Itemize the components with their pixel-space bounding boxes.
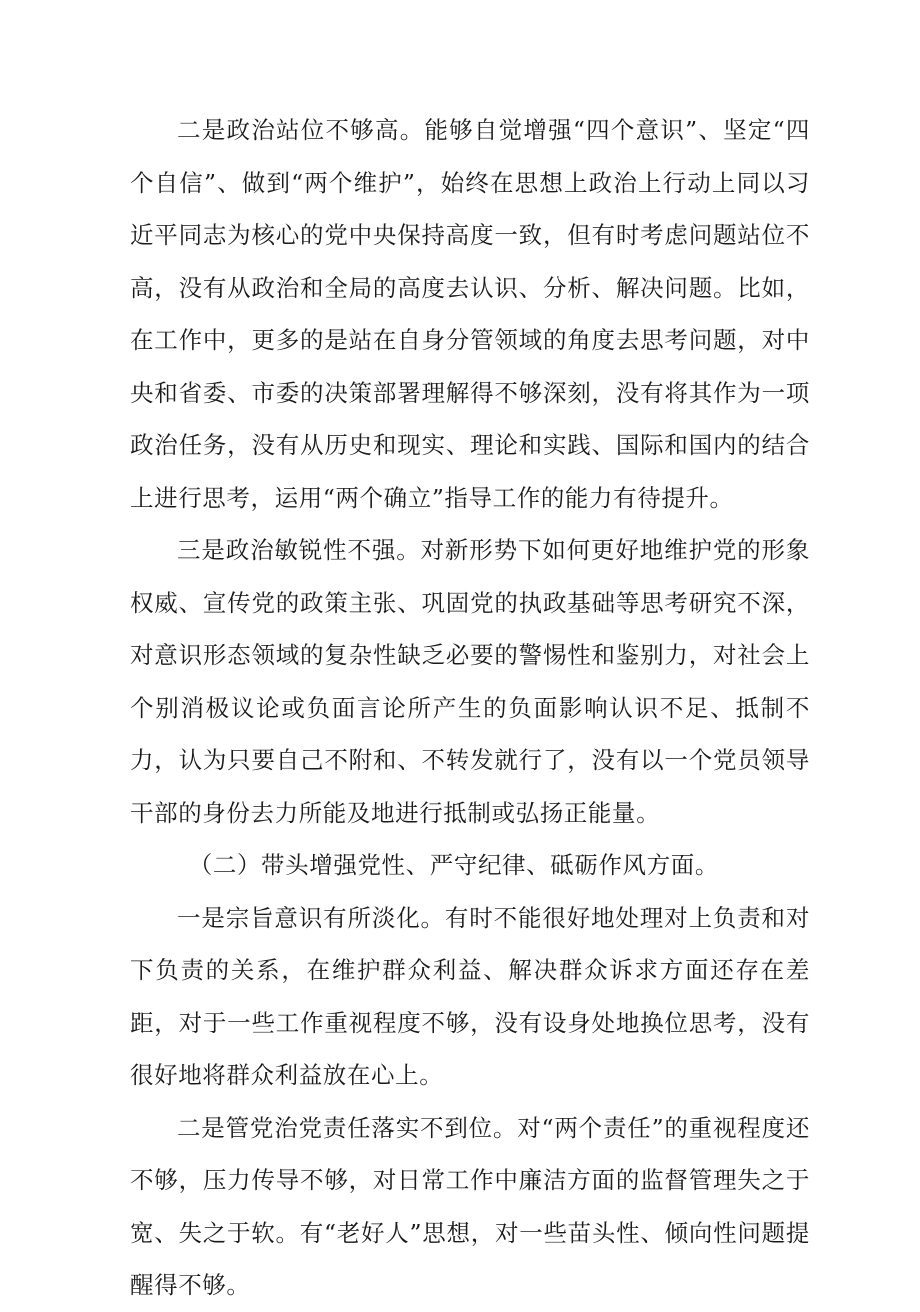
paragraph-political-stance: 二是政治站位不够高。能够自觉增强“四个意识”、坚定“四个自信”、做到“两个维护”，始终在思想上政治上行动上同以习近平同志为核心的党中央保持高度一致，但有时考虑问题站位不高，没有从政治和全局的高度去认识、分析、解决问题。比如，在工作中，更多的是站在自身分管领域的角度去思考问题，对中央和省委、市委的决策部署理解得不够深刻，没有将其作为一项政治任务，没有从历史和现实、理论和实践、国际和国内的结合上进行思考，运用“两个确立”指导工作的能力有待提升。 [130, 116, 810, 512]
document-body [130, 104, 810, 1312]
section-heading: （二）带头增强党性、严守纪律、砥砺作风方面。 [188, 851, 719, 879]
paragraph-purpose-awareness: 一是宗旨意识有所淡化。有时不能很好地处理对上负责和对下负责的关系，在维护群众利益、解决群众诉求方面还存在差距，对于一些工作重视程度不够，没有设身处地换位思考，没有很好地将群众利益放在心上。 [130, 903, 810, 1089]
paragraph-party-governance: 二是管党治党责任落实不到位。对“两个责任”的重视程度还不够，压力传导不够，对日常工作中廉洁方面的监督管理失之于宽、失之于软。有“老好人”思想，对一些苗头性、倾向性问题提醒得不够。 [130, 1113, 810, 1299]
paragraph-political-sensitivity: 三是政治敏锐性不强。对新形势下如何更好地维护党的形象权威、宣传党的政策主张、巩固党的执政基础等思考研究不深，对意识形态领域的复杂性缺乏必要的警惕性和鉴别力，对社会上个别消极议论或负面言论所产生的负面影响认识不足、抵制不力，认为只要自己不附和、不转发就行了，没有以一个党员领导干部的身份去力所能及地进行抵制或弘扬正能量。 [130, 536, 810, 827]
